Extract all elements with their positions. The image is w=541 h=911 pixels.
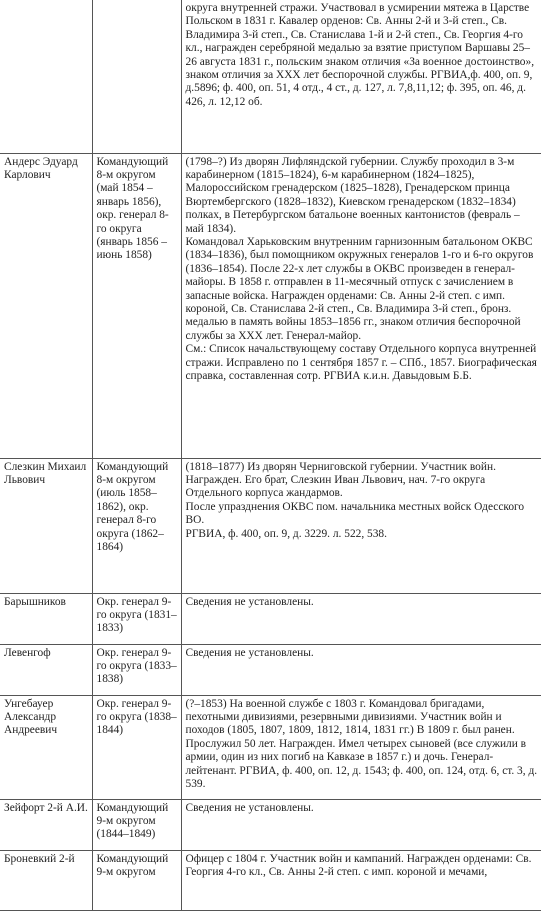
biography-paragraph: Офицер с 1804 г. Участник войн и кампаний. Награжден орденами: Св. Георгия 4-го кл., Св. Анны 2-й степ. с имп. короной и мечами, <box>185 852 532 878</box>
officer-biography <box>181 458 541 593</box>
table-row <box>0 644 541 695</box>
table-row <box>0 593 541 644</box>
biography-paragraph: После упразднения ОКВС пом. начальника местных войск Одесского ВО. <box>185 500 525 527</box>
officer-position: Окр. генерал 9-го округа (1831–1833) <box>92 593 181 644</box>
officer-biography <box>181 695 541 799</box>
officer-name: Левенгоф <box>0 644 92 695</box>
biography-paragraph: См.: Список начальствующему составу Отдельного корпуса внутренней стражи. Исправлено по 1 сентября 1857 г. – СПб., 1857. Биографическая справка, составленная сотр. РГВИА к.и.н. Давыдовым Б.Б. <box>185 343 537 382</box>
table-row <box>0 799 541 850</box>
biography-paragraph: (?–1853) На военной службе с 1803 г. Командовал бригадами, пехотными дивизиями, резервными дивизиями. Участник войн и походов (1805, 1807, 1809, 1812, 1814, 1831 гг.) В 1809 г. был ранен. Прослужил 50 лет. Награжден. Имел четырех сыновей (все служили в армии, один из них погиб на Кавказе в 1857 г.) и дочь. Генерал-лейтенант. РГВИА, ф. 400, оп. 12, д. 1543; ф. 400, оп. 124, отд. 6, ст. 3, д. 539. <box>185 697 538 790</box>
officer-position <box>92 0 181 153</box>
biography-paragraph: Сведения не установлены. <box>185 646 314 659</box>
officer-position: Командующий 8-м округом (июль 1858–1862), окр. генерал 8-го округа (1862–1864) <box>92 458 181 593</box>
officer-name: Слезкин Михаил Львович <box>0 458 92 593</box>
table-row <box>0 0 541 153</box>
officer-position: Командующий 8-м округом (май 1854 – январь 1856), окр. генерал 8-го округа (январь 1856 – июнь 1858) <box>92 153 181 458</box>
officer-name: Зейфорт 2-й А.И. <box>0 799 92 850</box>
officer-name: Андерс Эдуард Карлович <box>0 153 92 458</box>
table-row <box>0 695 541 799</box>
biography-paragraph: Командовал Харьковским внутренним гарнизонным батальоном ОКВС (1834–1836), был помощником окружных генералов 1-го и 6-го округов (1836–1854). После 22-х лет службы в ОКВС произведен в генерал-майоры. В 1858 г. отправлен в 11-месячный отпуск с зачислением в запасные войска. Награжден орденами: Св. Анны 2-й степ. с имп. короной, Св. Станислава 2-й степ., Св. Владимира 3-й степ., бронз. медалью в память войны 1853–1856 гг., знаком отличия беспорочной службы за XXX лет. Генерал-майор. <box>185 235 534 342</box>
table-row <box>0 458 541 593</box>
officer-name <box>0 0 92 153</box>
officer-position: Командующий 9-м округом (1844–1849) <box>92 799 181 850</box>
biography-paragraph: округа внутренней стражи. Участвовал в усмирении мятежа в Царстве Польском в 1831 г. Кавалер орденов: Св. Анны 2-й и 3-й степ., Св. Владимира 3-й степ., Св. Станислава 1-й и 2-й степ., Св. Георгия 4-го кл., награжден серебряной медалью за взятие приступом Варшавы 25–26 августа 1831 г., польским знаком отличия «За военное достоинство», знаком отличия за XXX лет беспорочной службы. РГВИА,ф. 400, оп. 9, д.5896; ф. 400, оп. 51, 4 отд., 4 ст., д. 127, л. 7,8,11,12; ф. 395, оп. 46, д. 426, л. 12,12 об. <box>185 2 535 108</box>
officer-biography <box>181 644 541 695</box>
officer-name: Барышников <box>0 593 92 644</box>
biography-paragraph: РГВИА, ф. 400, оп. 9, д. 3229. л. 522, 538. <box>185 527 387 540</box>
table-row <box>0 850 541 910</box>
biography-paragraph: (1798–?) Из дворян Лифляндской губернии. Службу проходил в 3-м карабинерном (1815–1824), 6-м карабинерном (1824–1825), Малороссийском гренадерском (1825–1828), Гренадерском принца Вюртембергского (1828–1832), Киевском гренадерском (1832–1834) полках, в Петербургском батальоне военных кантонистов (февраль – май 1834). <box>185 155 520 235</box>
biography-paragraph: Сведения не установлены. <box>185 801 314 814</box>
table-row <box>0 153 541 458</box>
officer-biography <box>181 0 541 153</box>
biography-paragraph: (1818–1877) Из дворян Черниговской губернии. Участник войн. Награжден. Его брат, Слезкин Иван Львович, нач. 7-го округа Отдельного корпуса жандармов. <box>185 460 496 500</box>
officer-biography <box>181 850 541 910</box>
officer-name: Унгебауер Александр Андреевич <box>0 695 92 799</box>
officer-position: Окр. генерал 9-го округа (1838–1844) <box>92 695 181 799</box>
officer-biography <box>181 799 541 850</box>
officer-biography <box>181 153 541 458</box>
officer-biography <box>181 593 541 644</box>
biography-paragraph: Сведения не установлены. <box>185 595 314 608</box>
officer-position: Командующий 9-м округом <box>92 850 181 910</box>
officer-name: Броневкий 2-й <box>0 850 92 910</box>
officer-position: Окр. генерал 9-го округа (1833–1838) <box>92 644 181 695</box>
